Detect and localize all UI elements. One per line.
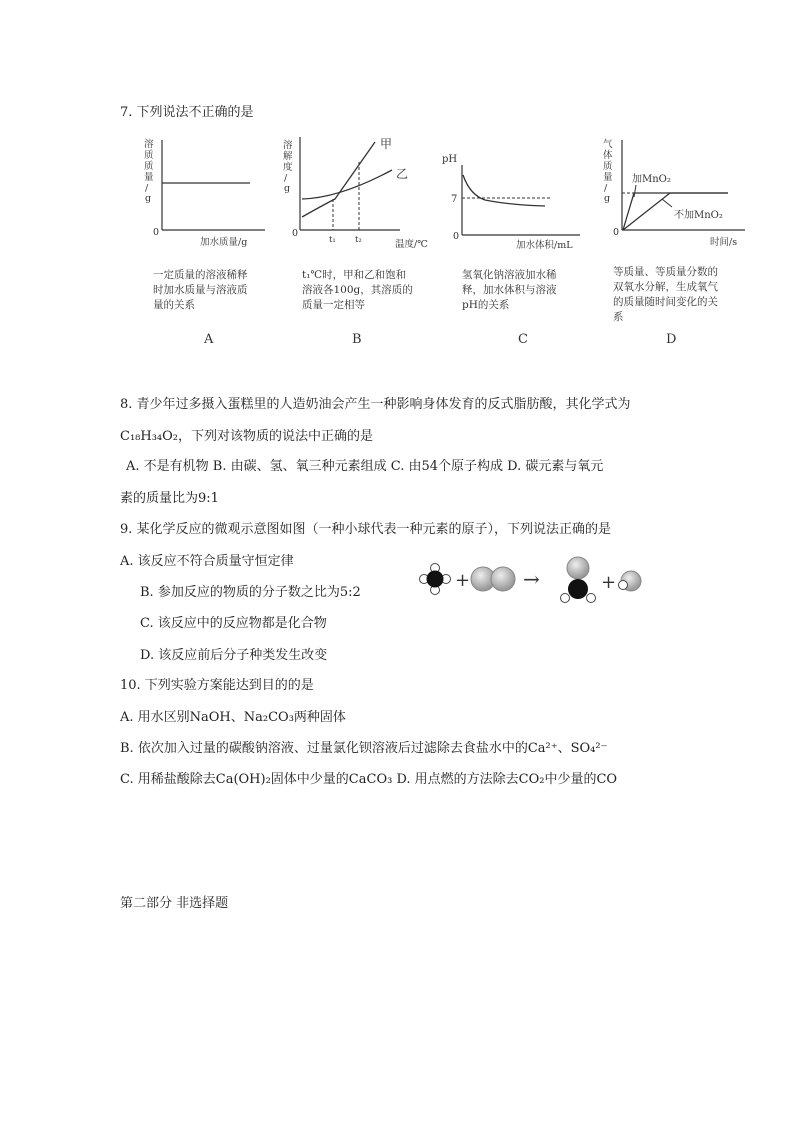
q8-options: A. 不是有机物 B. 由碳、氢、氧三种元素组成 C. 由54个原子构成 D. 碳元素与氧元 bbox=[126, 459, 604, 474]
chart-b-ylabel-char: / bbox=[284, 173, 288, 184]
chart-d-caption-line: 系 bbox=[613, 311, 624, 323]
q8-stem-line1: 8. 青少年过多摄入蛋糕里的人造奶油会产生一种影响身体发育的反式脂肪酸，其化学式为 bbox=[120, 397, 631, 412]
chart-b-ylabel bbox=[283, 139, 293, 194]
chart-b bbox=[280, 132, 440, 252]
part2-title: 第二部分 非选择题 bbox=[120, 896, 229, 911]
arrow-symbol: → bbox=[523, 567, 540, 591]
chart-b-ylabel-char: 度 bbox=[283, 162, 293, 173]
chart-a-xlabel: 加水质量/g bbox=[200, 237, 248, 248]
chart-d-arrow-no-mno2 bbox=[662, 199, 672, 207]
chart-b-tick-t2: t₂ bbox=[355, 235, 362, 245]
chart-b-caption bbox=[302, 268, 413, 313]
chart-c-curve bbox=[463, 175, 545, 206]
q9-option-b: B. 参加反应的物质的分子数之比为5:2 bbox=[140, 585, 361, 600]
chart-d-label-no-mno2: 不加MnO₂ bbox=[674, 210, 723, 221]
chart-d-ylabel-char: 气 bbox=[603, 139, 613, 150]
q10-stem: 10. 下列实验方案能达到目的的是 bbox=[120, 678, 314, 693]
chart-b-label-jia: 甲 bbox=[380, 137, 393, 151]
q7-stem: 7. 下列说法不正确的是 bbox=[120, 105, 254, 120]
chart-a-ylabel-char: / bbox=[145, 183, 149, 194]
chart-d-ylabel-char: / bbox=[604, 183, 608, 194]
chart-d-ylabel-char: g bbox=[604, 193, 611, 204]
chart-a-ylabel bbox=[144, 138, 154, 204]
chart-d-ylabel-char: 体 bbox=[603, 150, 613, 161]
chart-a-ylabel-char: 质 bbox=[144, 161, 154, 172]
chart-a-caption-line: 一定质量的溶液稀释 bbox=[153, 269, 248, 281]
chart-d-caption-line: 等质量、等质量分数的 bbox=[613, 266, 718, 278]
chart-c-caption-line: 氢氧化钠溶液加水稀 bbox=[462, 269, 557, 281]
plus-symbol-2: + bbox=[601, 572, 617, 593]
chart-d-caption bbox=[613, 265, 718, 325]
chart-d-arrow-mno2 bbox=[634, 185, 636, 197]
chart-c-caption-line: pH的关系 bbox=[462, 299, 510, 311]
chart-b-caption-line: t₁℃时，甲和乙和饱和 bbox=[302, 269, 407, 281]
chart-a-ylabel-char: 溶 bbox=[144, 139, 154, 150]
chart-a-origin: 0 bbox=[153, 227, 160, 238]
chart-d-ylabel-char: 量 bbox=[603, 172, 613, 183]
chart-d-label-mno2: 加MnO₂ bbox=[632, 174, 671, 185]
q9-option-a: A. 该反应不符合质量守恒定律 bbox=[120, 554, 294, 569]
q9-stem: 9. 某化学反应的微观示意图如图（一种小球代表一种元素的原子），下列说法正确的是 bbox=[120, 522, 612, 537]
chart-c-origin: 0 bbox=[453, 231, 460, 242]
chart-b-ylabel-char: 解 bbox=[283, 151, 293, 162]
chart-a-ylabel-char: 质 bbox=[144, 150, 154, 161]
chart-a-caption bbox=[153, 268, 248, 313]
chart-a-ylabel-char: 量 bbox=[144, 172, 154, 183]
chart-d-caption-line: 的质量随时间变化的关 bbox=[613, 296, 718, 308]
chart-c-ylabel: pH bbox=[442, 154, 458, 165]
chart-d-ylabel bbox=[603, 138, 613, 204]
chart-b-series-jia bbox=[302, 142, 375, 217]
chart-d-ylabel-char: 质 bbox=[603, 161, 613, 172]
q10-option-cd: C. 用稀盐酸除去Ca(OH)₂固体中少量的CaCO₃ D. 用点燃的方法除去CO₂中少量的CO bbox=[120, 772, 618, 787]
chart-d-xlabel: 时间/s bbox=[710, 237, 738, 248]
molecule-reactant-2 bbox=[471, 567, 515, 591]
chart-d-origin: 0 bbox=[613, 227, 620, 238]
chart-b-series-yi bbox=[302, 170, 392, 199]
q10-option-b: B. 依次加入过量的碳酸钠溶液、过量氯化钡溶液后过滤除去食盐水中的Ca²⁺、SO₄²⁻ bbox=[120, 741, 608, 756]
chart-a-caption-line: 量的关系 bbox=[153, 299, 195, 311]
q9-option-d: D. 该反应前后分子种类发生改变 bbox=[140, 648, 328, 663]
chart-c-caption bbox=[462, 268, 557, 313]
chart-a-caption-line: 时加水质量与溶液质 bbox=[153, 284, 248, 296]
chart-b-letter: B bbox=[352, 332, 362, 347]
chart-b-label-yi: 乙 bbox=[396, 167, 409, 181]
chart-d-caption-line: 双氧水分解，生成氧气 bbox=[613, 281, 718, 293]
chart-c-letter: C bbox=[518, 332, 528, 347]
chart-b-ylabel-char: 溶 bbox=[283, 140, 293, 151]
q8-options-cont: 素的质量比为9:1 bbox=[120, 491, 219, 506]
chart-c-ytick-7: 7 bbox=[451, 194, 458, 205]
q9-option-c: C. 该反应中的反应物都是化合物 bbox=[140, 616, 327, 631]
q10-option-a: A. 用水区别NaOH、Na₂CO₃两种固体 bbox=[120, 710, 346, 725]
chart-a-ylabel-char: g bbox=[145, 193, 152, 204]
plus-symbol-1: + bbox=[455, 570, 471, 591]
chart-c-xlabel: 加水体积/mL bbox=[516, 240, 573, 250]
chart-b-tick-t1: t₁ bbox=[329, 235, 336, 245]
chart-c bbox=[440, 140, 600, 250]
chart-b-xlabel: 温度/℃ bbox=[395, 239, 428, 250]
chart-a-letter: A bbox=[204, 332, 214, 347]
chart-d bbox=[600, 135, 760, 250]
q8-stem-line2: C₁₈H₃₄O₂，下列对该物质的说法中正确的是 bbox=[120, 429, 373, 444]
chart-a bbox=[140, 135, 270, 250]
reaction-diagram bbox=[415, 555, 675, 610]
molecule-reactant-1 bbox=[420, 564, 451, 595]
chart-b-ylabel-char: g bbox=[284, 183, 291, 194]
chart-b-origin: 0 bbox=[292, 228, 299, 239]
molecule-product-1 bbox=[561, 557, 596, 603]
molecule-product-2 bbox=[619, 571, 642, 591]
chart-c-caption-line: 释，加水体积与溶液 bbox=[462, 284, 557, 296]
chart-d-letter: D bbox=[666, 332, 677, 347]
chart-b-caption-line: 溶液各100g，其溶质的 bbox=[302, 284, 413, 296]
chart-b-caption-line: 质量一定相等 bbox=[302, 299, 365, 311]
